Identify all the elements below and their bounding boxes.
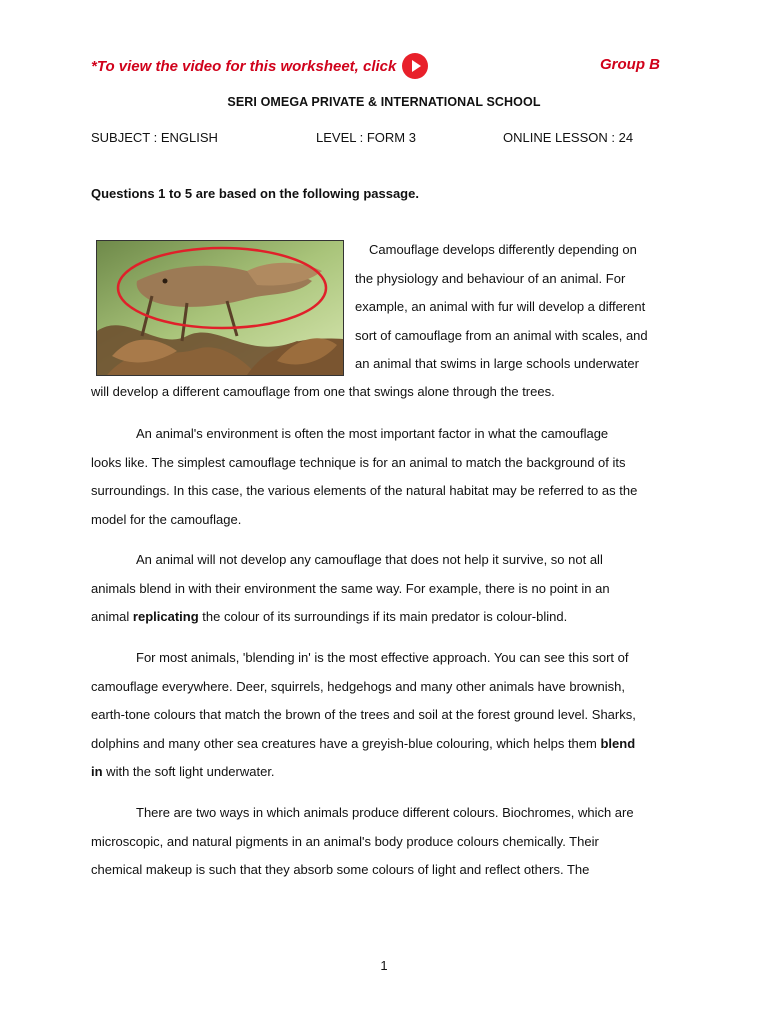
subject-label: SUBJECT : ENGLISH <box>91 130 218 145</box>
passage-line: animals blend in with their environment the same way. For example, there is no point in an <box>91 580 610 596</box>
level-label: LEVEL : FORM 3 <box>316 130 416 145</box>
gecko-photo <box>96 240 344 376</box>
passage-line: will develop a different camouflage from one that swings alone through the trees. <box>91 384 555 399</box>
bold-word: blend <box>600 735 636 751</box>
passage-line: chemical makeup is such that they absorb some colours of light and reflect others. The <box>91 862 590 877</box>
leaf-tailed-gecko-illustration <box>97 241 343 375</box>
passage-line: the physiology and behaviour of an animal. For <box>355 270 626 286</box>
passage-line <box>91 730 691 759</box>
passage-line: sort of camouflage from an animal with scales, and <box>355 327 648 343</box>
passage-line: microscopic, and natural pigments in an animal's body produce colours chemically. Their <box>91 833 599 849</box>
passage-line <box>91 603 691 632</box>
page-number: 1 <box>380 958 388 973</box>
passage-line: camouflage everywhere. Deer, squirrels, hedgehogs and many other animals have brownish, <box>91 678 626 694</box>
passage-line: There are two ways in which animals produce different colours. Biochromes, which are <box>136 805 634 820</box>
passage-line: Camouflage develops differently depending on <box>369 242 637 257</box>
passage-paragraph-2 <box>91 420 691 534</box>
passage-line: An animal will not develop any camouflage that does not help it survive, so not all <box>136 552 603 567</box>
bold-word: replicating <box>132 609 199 624</box>
bold-word: in <box>91 764 103 779</box>
passage-text: animal <box>91 609 133 624</box>
passage-line: An animal's environment is often the most important factor in what the camouflage <box>136 426 609 441</box>
play-icon[interactable] <box>402 53 428 79</box>
passage-line: model for the camouflage. <box>91 511 242 527</box>
passage-line: looks like. The simplest camouflage technique is for an animal to match the background of its <box>91 454 626 470</box>
passage-text: the colour of its surroundings if its main predator is colour-blind. <box>198 609 568 624</box>
passage-line <box>91 758 691 787</box>
passage-line: example, an animal with fur will develop a different <box>355 299 646 314</box>
instruction-text: Questions 1 to 5 are based on the following passage. <box>91 186 419 201</box>
passage-line: an animal that swims in large schools underwater <box>355 356 639 371</box>
passage-line: surroundings. In this case, the various elements of the natural habitat may be referred to as the <box>91 483 638 498</box>
video-link[interactable] <box>91 54 428 78</box>
passage-line: earth-tone colours that match the brown of the trees and soil at the forest ground level. Sharks, <box>91 707 636 722</box>
school-name: SERI OMEGA PRIVATE & INTERNATIONAL SCHOOL <box>227 95 541 109</box>
passage-text: dolphins and many other sea creatures have a greyish-blue colouring, which helps them <box>91 735 601 751</box>
passage-paragraph-5 <box>91 799 691 885</box>
group-label: Group B <box>600 56 660 73</box>
passage-paragraph-1-wrapped <box>355 236 685 379</box>
lesson-label: ONLINE LESSON : 24 <box>503 130 634 145</box>
passage-paragraph-3 <box>91 546 691 632</box>
passage-paragraph-4 <box>91 644 691 787</box>
passage-line: For most animals, 'blending in' is the most effective approach. You can see this sort of <box>136 650 629 665</box>
video-link-text: *To view the video for this worksheet, click <box>91 57 397 75</box>
passage-text: with the soft light underwater. <box>102 764 275 779</box>
